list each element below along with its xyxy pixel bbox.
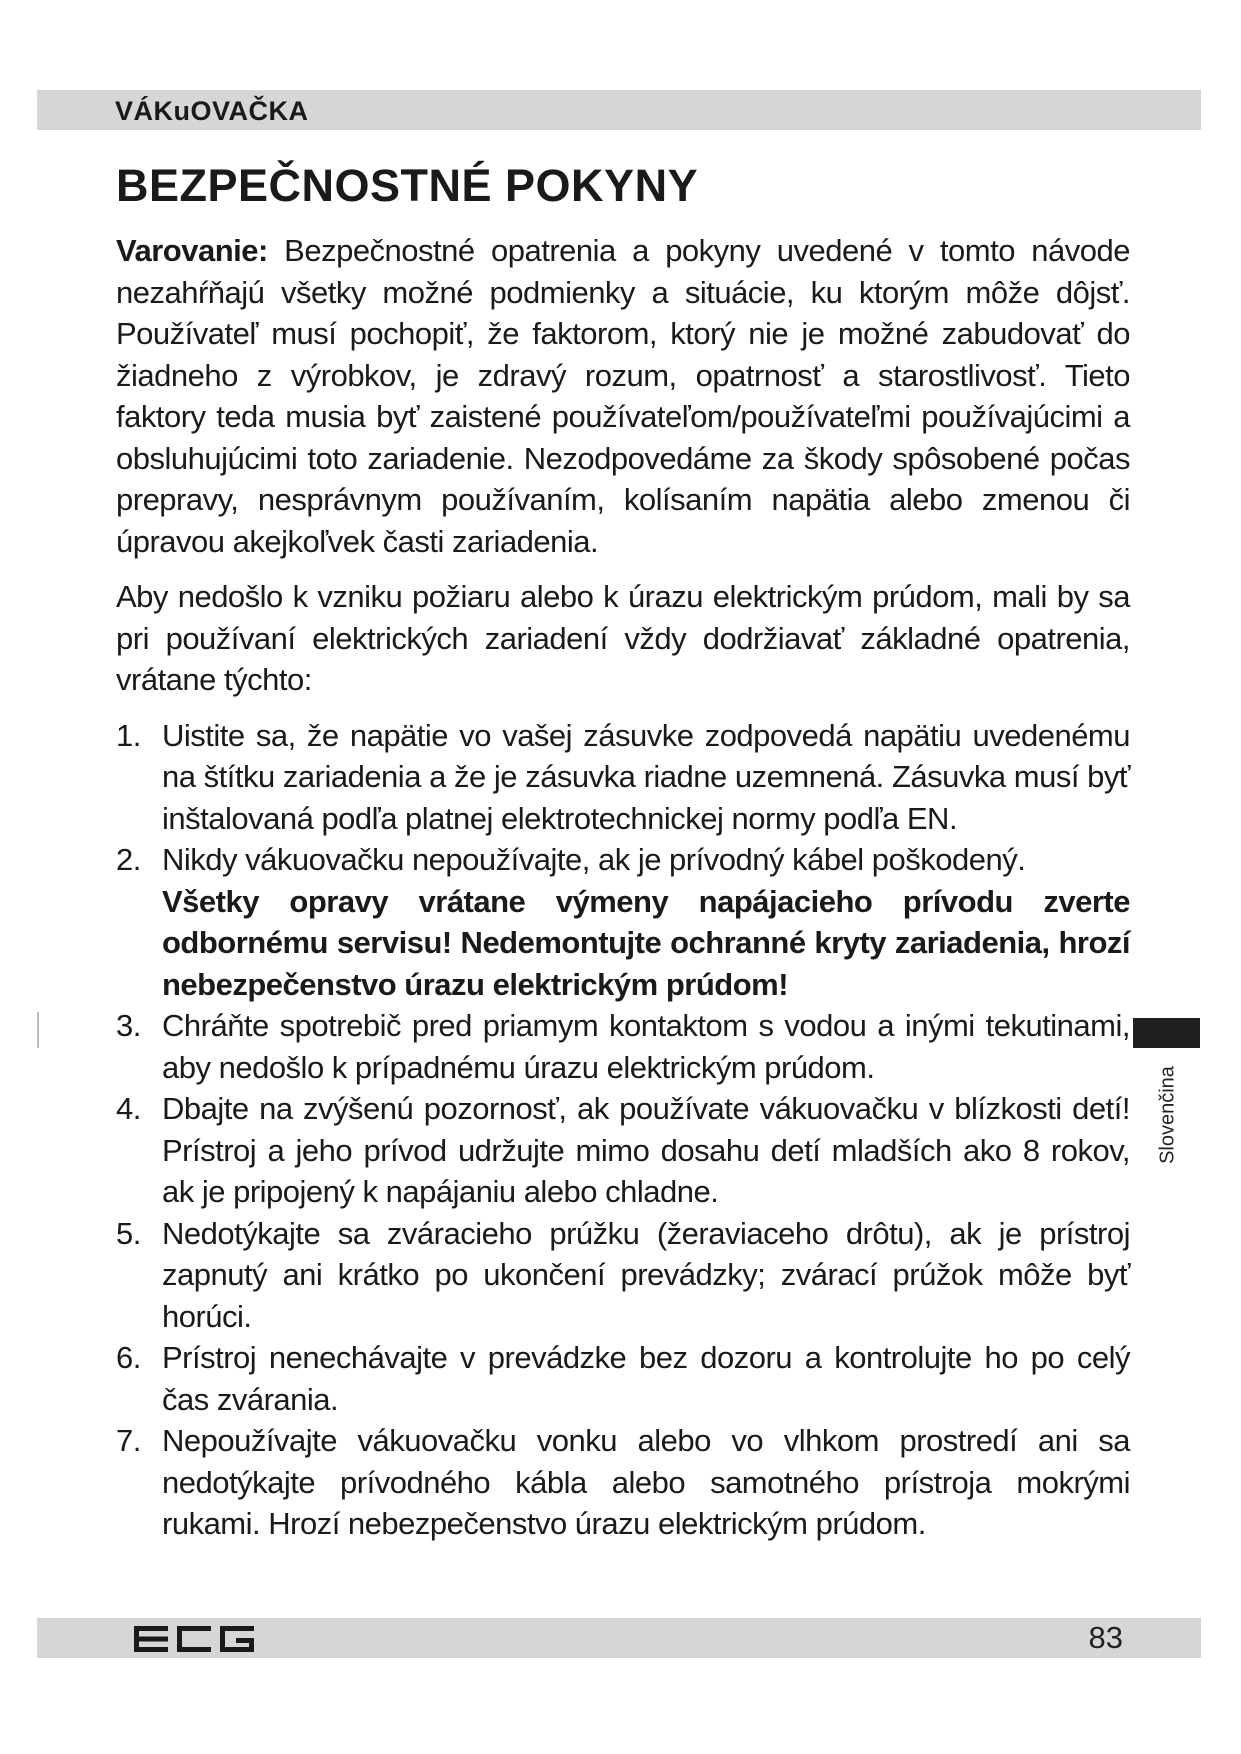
item-number: 1. [116,717,141,753]
product-title: VÁKuOVAČKA [115,96,309,126]
item-number: 7. [116,1423,141,1459]
intro-paragraph: Aby nedošlo k vzniku požiaru alebo k úrazu elektrickým prúdom, mali by sa pri používaní elektrických zariadení vždy dodržiavať základné opatrenia, vrátane týchto: [116,579,1130,698]
list-item [116,839,1130,1005]
content [116,158,1130,1545]
item-warning-bold: Všetky opravy vrátane výmeny napájacieho prívodu zverte odbornému servisu! Nedemontujte ochranné kryty zariadenia, hrozí nebezpečenstvo úrazu elektrickým prúdom! [162,883,1130,1002]
item-number: 2. [116,842,141,878]
item-number: 5. [116,1215,141,1251]
list-item [116,715,1130,840]
item-number: 3. [116,1008,141,1044]
language-label-text: Slovenčina [1156,1066,1179,1164]
list-item [116,1213,1130,1338]
ecg-logo [132,1624,257,1654]
warning-paragraph [116,230,1130,562]
list-item [116,1337,1130,1420]
footer-bar [37,1618,1201,1658]
safety-list [116,715,1130,1545]
item-text: Nedotýkajte sa zváracieho prúžku (žeraviaceho drôtu), ak je prístroj zapnutý ani krátko po ukončení prevádzky; zvárací prúžok môže byť horúci. [162,1215,1130,1334]
warning-text: Bezpečnostné opatrenia a pokyny uvedené v tomto návode nezahŕňajú všetky možné podmienky a situácie, ku ktorým môže dôjsť. Používateľ musí pochopiť, že faktorom, ktorý nie je možné zabudovať do žiadneho z výrobkov, je zdravý rozum, opatrnosť a starostlivosť. Tieto faktory teda musia byť zaistené používateľom/používateľmi používajúcimi a obsluhujúcimi toto zariadenie. Nezodpovedáme za škody spôsobené počas prepravy, nesprávnym používaním, kolísaním napätia alebo zmenou či úpravou akejkoľvek časti zariadenia. [116,233,1130,559]
language-tab-marker [1133,1018,1200,1048]
item-text: Nikdy vákuovačku nepoužívajte, ak je prívodný kábel poškodený. [162,842,1026,878]
language-label [1148,1060,1188,1170]
margin-mark [37,1012,39,1048]
list-item [116,1005,1130,1088]
item-text: Chráňte spotrebič pred priamym kontaktom s vodou a inými tekutinami, aby nedošlo k prípadnému úrazu elektrickým prúdom. [162,1008,1130,1085]
item-text: Dbajte na zvýšenú pozornosť, ak používate vákuovačku v blízkosti detí! Prístroj a jeho prívod udržujte mimo dosahu detí mladších ako 8 rokov, ak je pripojený k napájaniu alebo chladne. [162,1091,1130,1210]
page-title: BEZPEČNOSTNÉ POKYNY [116,160,699,211]
item-text: Uistite sa, že napätie vo vašej zásuvke zodpovedá napätiu uvedenému na štítku zariadenia a že je zásuvka riadne uzemnená. Zásuvka musí byť inštalovaná podľa platnej elektrotechnickej normy podľa EN. [162,717,1130,836]
item-number: 4. [116,1091,141,1127]
header-bar [37,90,1201,130]
page-number: 83 [1088,1620,1123,1655]
warning-label: Varovanie: [116,233,268,269]
item-text: Prístroj nenechávajte v prevádzke bez dozoru a kontrolujte ho po celý čas zvárania. [162,1340,1130,1417]
item-number: 6. [116,1340,141,1376]
list-item [116,1088,1130,1213]
list-item [116,1420,1130,1545]
item-text: Nepoužívajte vákuovačku vonku alebo vo vlhkom prostredí ani sa nedotýkajte prívodného kábla alebo samotného prístroja mokrými rukami. Hrozí nebezpečenstvo úrazu elektrickým prúdom. [162,1423,1130,1542]
